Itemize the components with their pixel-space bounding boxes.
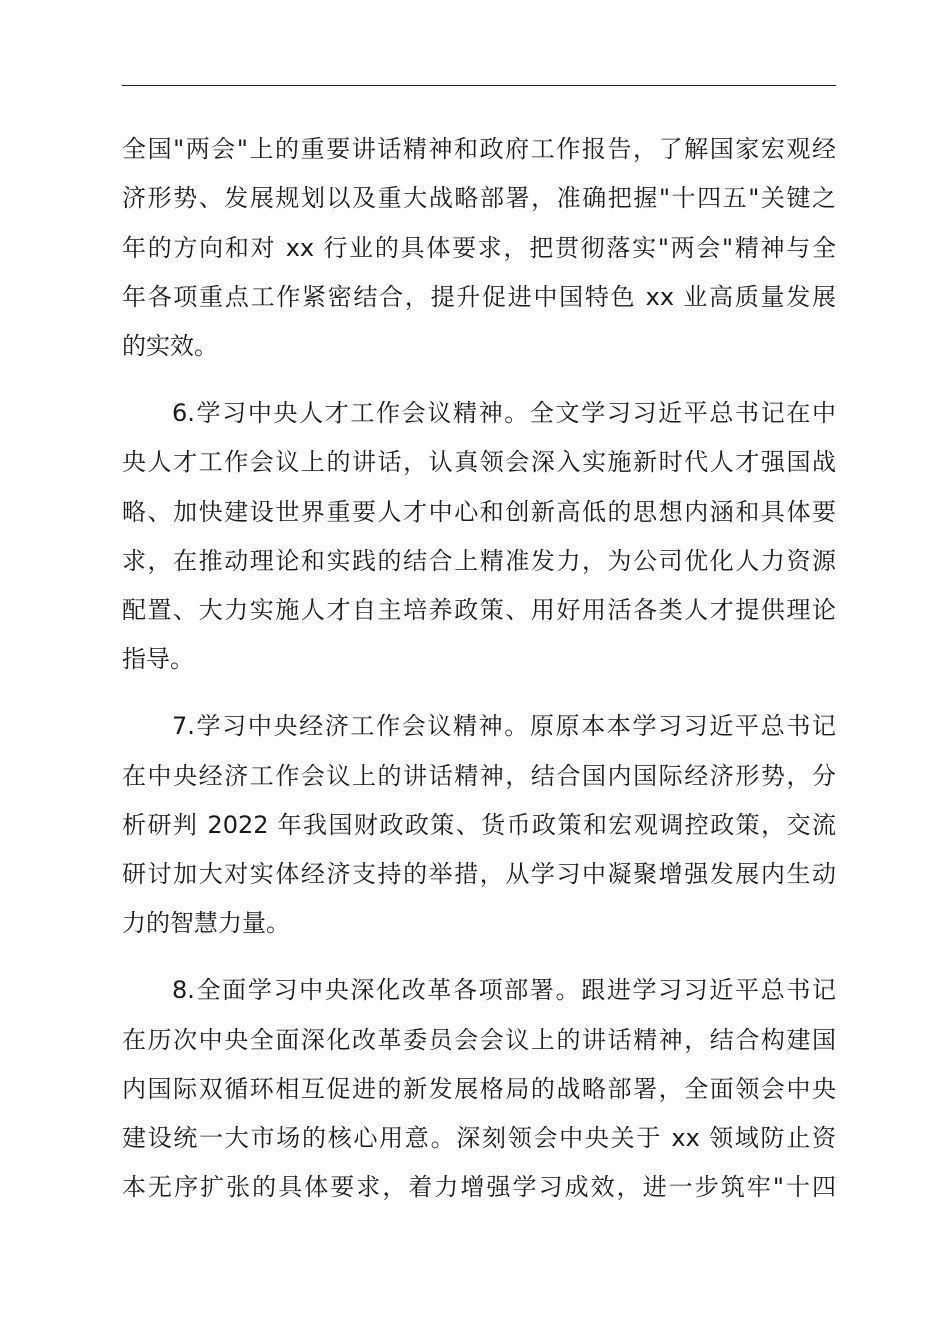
header-rule — [122, 85, 836, 86]
text-line: 全国"两会"上的重要讲话精神和政府工作报告，了解国家宏观经 — [122, 135, 836, 163]
text-line: 内国际双循环相互促进的新发展格局的战略部署，全面领会中央 — [122, 1074, 836, 1103]
text-line: 求，在推动理论和实践的结合上精准发力，为公司优化人力资源 — [122, 546, 836, 575]
paragraph-continuation — [122, 125, 836, 371]
text-line: 建设统一大市场的核心用意。深刻领会中央关于 xx 领域防止资 — [122, 1124, 836, 1153]
text-line: 年各项重点工作紧密结合，提升促进中国特色 xx 业高质量发展 — [122, 282, 836, 311]
text-line: 本无序扩张的具体要求，着力增强学习成效，进一步筑牢"十四 — [122, 1173, 836, 1202]
text-line: 的实效。 — [122, 332, 218, 361]
text-line: 研讨加大对实体经济支持的举措，从学习中凝聚增强发展内生动 — [122, 860, 836, 889]
text-line: 济形势、发展规划以及重大战略部署，准确把握"十四五"关键之 — [122, 184, 836, 213]
text-line: 力的智慧力量。 — [122, 909, 290, 938]
paragraph-item-7 — [122, 702, 836, 948]
text-line: 在中央经济工作会议上的讲话精神，结合国内国际经济形势，分 — [122, 761, 836, 790]
text-line: 在历次中央全面深化改革委员会会议上的讲话精神，结合构建国 — [122, 1025, 836, 1054]
text-line: 央人才工作会议上的讲话，认真领会深入实施新时代人才强国战 — [122, 448, 836, 477]
text-line: 8.全面学习中央深化改革各项部署。跟进学习习近平总书记 — [172, 976, 836, 1005]
text-line: 略、加快建设世界重要人才中心和创新高低的思想内涵和具体要 — [122, 497, 836, 526]
paragraph-item-6 — [122, 389, 836, 685]
text-line: 指导。 — [122, 645, 194, 674]
text-line: 年的方向和对 xx 行业的具体要求，把贯彻落实"两会"精神与全 — [122, 233, 836, 262]
text-line: 6.学习中央人才工作会议精神。全文学习习近平总书记在中 — [172, 398, 836, 427]
paragraph-item-8 — [122, 966, 836, 1212]
document-body — [122, 125, 836, 1230]
text-line: 析研判 2022 年我国财政政策、货币政策和宏观调控政策，交流 — [122, 810, 836, 839]
text-line: 7.学习中央经济工作会议精神。原原本本学习习近平总书记 — [172, 712, 836, 741]
text-line: 配置、大力实施人才自主培养政策、用好用活各类人才提供理论 — [122, 596, 836, 625]
